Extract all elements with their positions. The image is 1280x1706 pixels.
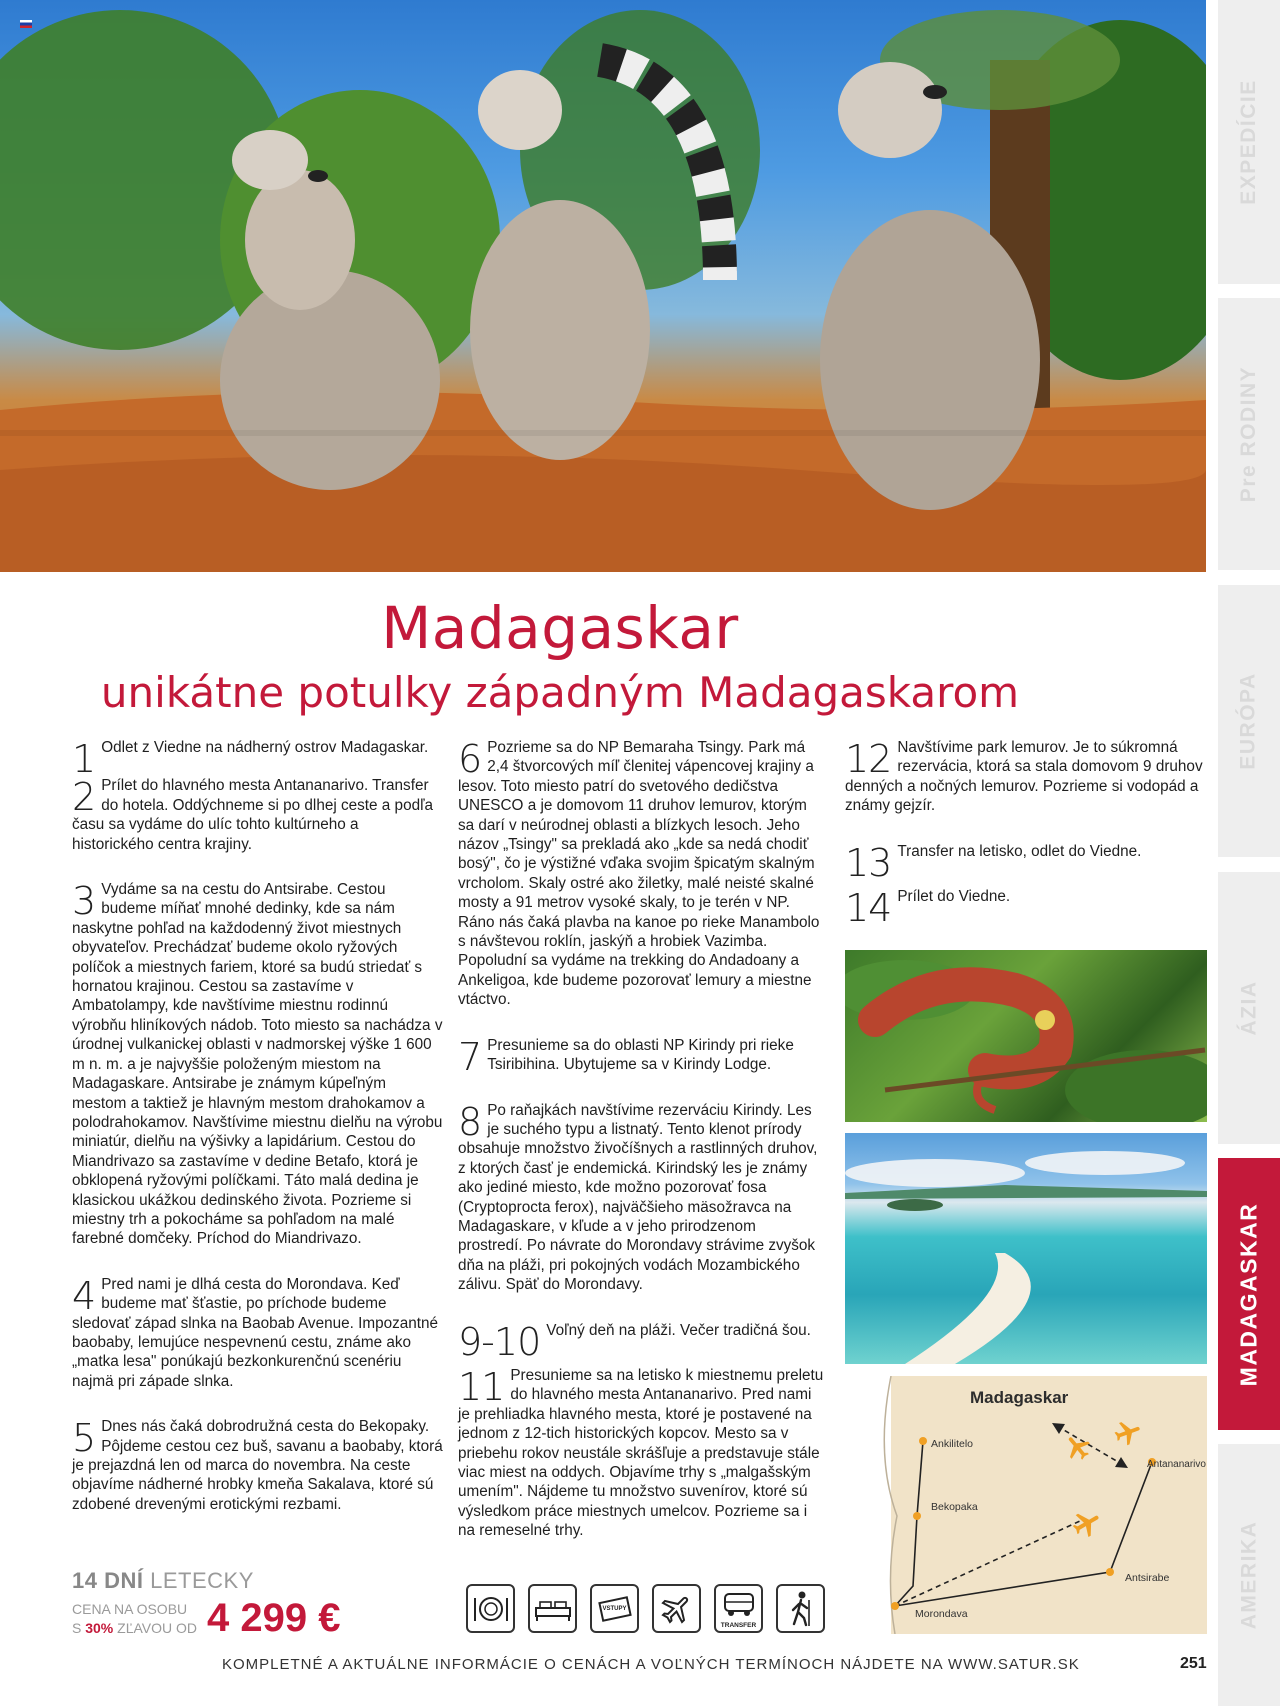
day-4: 4 Pred nami je dlhá cesta do Morondava. Keď budeme mať šťastie, po príchode budeme sledovať západ slnka na Baobab Avenue. Impozantné baobaby, lemujúce nespevnenú cestu, známe ako „matka lesa" ponúkajú bezkonkurenčnú scenériu najmä pri západe slnka.	[72, 1273, 439, 1390]
chameleon-photo	[845, 950, 1207, 1122]
day-11: 11 Presunieme sa na letisko k miestnemu preletu do hlavného mesta Antananarivo. Pred nami je prehliadka hlavného mesta, ktoré je postavené na jednom z 12-tich historických kopcov. Mesto sa v priebehu rokov neustále skrášľuje a predstavuje stále viac miest na oddych. Objavíme trhy s „malgašským umením". Nájdeme tu množstvo suvenírov, ktoré sú výsledkom práce miestnych umelcov. Pozrieme sa i na remeselné trhy.	[458, 1364, 824, 1540]
trip-duration: 14 DNÍ LETECKY	[72, 1568, 254, 1593]
day-9-10: 9-10 Voľný deň na pláži. Večer tradičná šou.	[458, 1319, 811, 1364]
day-12: 12 Navštívime park lemurov. Je to súkromná rezervácia, ktorá sa stala domovom 9 druhov denných a nočných lemurov. Pozrieme si vodopád a známy gejzír.	[845, 737, 1203, 815]
hiking-icon	[776, 1584, 825, 1633]
day-6: 6 Pozrieme sa do NP Bemaraha Tsingy. Park má 2,4 štvorcových míľ členitej vápencovej krajiny a lesov. Toto miesto patrí do svetového dedičstva UNESCO a je domovom 11 druhov lemurov, ktorým sa darí v neúrodnej oblasti a blízkych lesoch. Jeho názov „Tsingy" sa prekladá ako „kde sa nedá chodiť bosý", čo je výstižné vďaka svojim špicatým skalným vrcholom. Skaly ostré ako žiletky, malé neisté skalné mosty a 91 metrov vysoké skaly, to je terén v NP. Ráno nás čaká plavba na kanoe po rieke Manambolo s návštevou roklín, jaskýň a hrobiek Vazimba. Popoludní sa vydáme na trekking do Andadoany a Ankeligoa, kde budeme pozorovať lemury a miestne vtáctvo.	[458, 737, 820, 1009]
map-label-morondava: Morondava	[915, 1608, 968, 1620]
discount-value: 30%	[85, 1620, 114, 1636]
page-number: 251	[1180, 1655, 1207, 1672]
price-label-line2: S 30% ZĽAVOU OD	[72, 1620, 198, 1636]
route-map	[845, 1376, 1207, 1634]
itinerary-column-2	[458, 738, 824, 1560]
day-2: 2 Prílet do hlavného mesta Antananarivo. Transfer do hotela. Oddýchneme si po dlhej ceste a podľa času sa vydáme do ulíc tohto kultúrneho a historického centra krajiny.	[72, 775, 434, 853]
itinerary-column-3	[845, 737, 1205, 931]
flag-icon	[20, 20, 32, 28]
day-1: 1 Odlet z Viedne na nádherný ostrov Madagaskar.	[72, 737, 429, 781]
day-13: 13 Transfer na letisko, odlet do Viedne.	[845, 840, 1142, 885]
bed-icon	[528, 1584, 577, 1633]
footer-info: KOMPLETNÉ A AKTUÁLNE INFORMÁCIE O CENÁCH A VOĽNÝCH TERMÍNOCH NÁJDETE NA WWW.SATUR.SK	[222, 1656, 1080, 1673]
page-title: Madagaskar	[381, 594, 739, 662]
price-label-line1: CENA NA OSOBU	[72, 1601, 188, 1617]
bus-icon: TRANSFER	[714, 1584, 763, 1633]
ticket-icon: VSTUPY	[590, 1584, 639, 1633]
map-title: Madagaskar	[970, 1388, 1069, 1407]
map-label-bekopaka: Bekopaka	[931, 1501, 978, 1513]
day-7: 7 Presunieme sa do oblasti NP Kirindy pri rieke Tsiribihina. Ubytujeme sa v Kirindy Lodge.	[458, 1034, 794, 1079]
tab-europa[interactable]: EURÓPA	[1218, 585, 1280, 857]
airplane-icon	[1063, 1432, 1093, 1462]
tab-pre-rodiny[interactable]: Pre RODINY	[1218, 298, 1280, 570]
map-label-ankilitelo: Ankilitelo	[931, 1438, 974, 1450]
day-8: 8 Po raňajkách navštívime rezerváciu Kirindy. Les je suchého typu a listnatý. Tento klenot prírody obsahuje množstvo živočíšnych a rastlinných druhov, z ktorých časť je endemická. Kirindský les je známy ako jediné miesto, kde možno pozorovať fosa (Cryptoprocta ferox), najväčšieho mäsožravca na Madagaskare, v kľude a v jeho prirodzenom prostredí. Po návrate do Morondavy strávime zvyšok dňa na pláži, pri pokojných vodách Mozambického zálivu. Späť do Morondavy.	[458, 1099, 818, 1294]
day-3: 3 Vydáme sa na cestu do Antsirabe. Cestou budeme míňať mnohé dedinky, kde sa nám naskytne pohľad na každodenný život miestnych obyvateľov. Prechádzať budeme okolo ryžových políčok a miestnych fariem, ktoré sa budú striedať s hornatou krajinou. Cestou sa zastavíme v Ambatolampy, kde navštívime miestnu rodinnú výrobňu hliníkových nádob. Toto miesto sa nachádza v úrodnej vulkanickej oblasti v nadmorskej výške 1 600 m n. m. a je najvyššie položeným miestom na Madagaskare. Antsirabe je známym kúpeľným mestom a taktiež je hlavným mestom drahokamov a polodrahokamov. Navštívime miestnu dielňu na výrobu miniatúr, dielňu na výšivky a lapidárium. Cestou do Miandrivazo sa zastavíme v dedine Betafo, ktorá je obklopená ryžovými políčkami. Táto malá dedina je klasickou ukážkou dedinského života. Pozrieme si miestny trh a pokocháme sa pohľadom na malé farebné domčeky. Príchod do Miandrivazo.	[72, 879, 443, 1248]
meals-icon	[466, 1584, 515, 1633]
itinerary-column-1	[72, 738, 444, 1533]
tab-madagaskar[interactable]: MADAGASKAR	[1218, 1158, 1280, 1430]
hero-photo-lemurs	[0, 0, 1206, 572]
day-14: 14 Prílet do Viedne.	[845, 886, 1011, 931]
price-amount: 4 299 €	[207, 1596, 341, 1640]
airplane-icon	[1113, 1418, 1143, 1448]
tab-amerika[interactable]: AMERIKA	[1218, 1444, 1280, 1706]
tab-azia[interactable]: ÁZIA	[1218, 872, 1280, 1144]
page-subtitle: unikátne potulky západným Madagaskarom	[100, 668, 1020, 717]
lemur-illustration	[0, 0, 1206, 572]
flight-icon	[652, 1584, 701, 1633]
map-label-antsirabe: Antsirabe	[1125, 1572, 1170, 1584]
tab-expedicie[interactable]: EXPEDÍCIE	[1218, 0, 1280, 284]
route-lines	[845, 1376, 1207, 1634]
service-icons	[466, 1584, 825, 1633]
beach-photo	[845, 1133, 1207, 1364]
section-tabs	[1218, 0, 1280, 1706]
map-label-antananarivo: Antananarivo	[1147, 1459, 1206, 1470]
day-5: 5 Dnes nás čaká dobrodružná cesta do Bekopaky. Pôjdeme cestou cez buš, savanu a baobaby, ktorá je prejazdná len od marca do novembra. Na ceste objavíme nádherné hrobky kmeňa Sakalava, ktoré sú zdobené drevenými erotickými rezbami.	[72, 1416, 443, 1513]
airplane-icon	[1071, 1508, 1103, 1540]
